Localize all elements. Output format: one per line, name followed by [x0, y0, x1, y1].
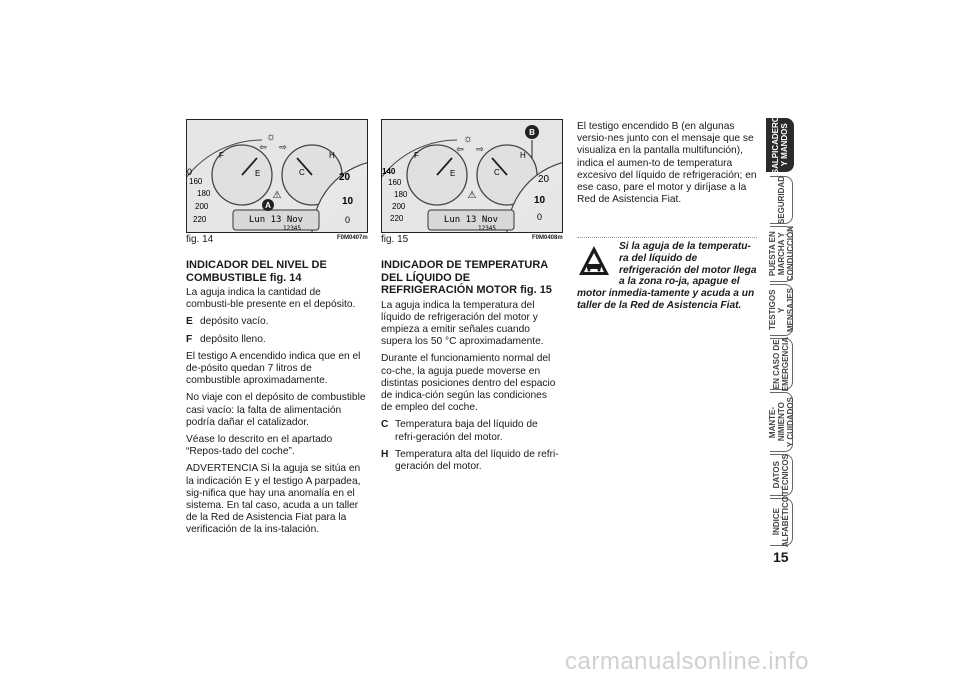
turn-left-icon: ⇦	[259, 142, 267, 152]
definition-row: E depósito vacío.	[186, 316, 269, 328]
rpm-tick: 20	[538, 174, 550, 185]
rpm-tick: 0	[537, 212, 543, 222]
column-warning-light	[577, 121, 757, 211]
warning-box	[577, 241, 757, 312]
warning-triangle-icon: ⚠	[467, 190, 477, 201]
speed-tick: 180	[394, 190, 408, 199]
speed-tick: 180	[197, 189, 211, 198]
column-fuel-gauge	[186, 259, 366, 542]
figure-14-code: F0M0407m	[337, 235, 368, 241]
figure-15-caption: fig. 15	[381, 234, 409, 245]
tab-indice[interactable]: ÍNDICE ALFABÉTICO	[770, 498, 793, 546]
lcd-date: Lun 13 Nov	[443, 215, 499, 225]
tab-testigos[interactable]: TESTIGOS Y MENSAJES	[770, 284, 793, 336]
rpm-tick: 10	[534, 195, 546, 206]
paragraph: La aguja indica la cantidad de combusti-ble presente en el depósito.	[186, 287, 356, 311]
speed-tick: 160	[388, 178, 402, 187]
tab-seguridad[interactable]: SEGURIDAD	[770, 176, 793, 224]
turn-left-icon: ⇦	[456, 144, 464, 154]
tab-datos-tecnicos[interactable]: DATOS TÉCNICOS	[770, 454, 793, 496]
fuel-empty-mark: E	[450, 169, 456, 178]
column-coolant-gauge	[381, 259, 561, 478]
paragraph: La aguja indica la temperatura del líquido de refrigeración del motor y empieza a emitir señales cuando supera los 50 °C aproximadamente.	[381, 299, 544, 348]
paragraph: Durante el funcionamiento normal del co-che, la aguja puede moverse en distintas posiciones dentro del espacio de indica-ción según las condiciones de empleo del coche.	[381, 353, 556, 414]
page-number: 15	[773, 549, 789, 565]
fuel-full-mark: F	[414, 151, 419, 160]
speed-tick: 200	[195, 202, 209, 211]
definition-row: H Temperatura alta del líquido de refri-geración del motor.	[381, 448, 559, 472]
lcd-date: Lun 13 Nov	[248, 215, 304, 225]
definition-row: C Temperatura baja del líquido de refri-geración del motor.	[381, 419, 538, 443]
rpm-tick: 20	[339, 172, 351, 183]
figure-14	[186, 119, 368, 233]
temp-cold-mark: C	[299, 168, 305, 177]
marker-b: B	[529, 128, 535, 137]
dashboard-illustration	[382, 120, 562, 232]
figure-14-caption: fig. 14	[186, 234, 214, 245]
section-heading: INDICADOR DEL NIVEL DE COMBUSTIBLE fig. 14	[186, 259, 327, 284]
speed-tick: 200	[392, 202, 406, 211]
temp-cold-mark: C	[494, 168, 500, 177]
fuel-full-mark: F	[219, 151, 224, 160]
speed-tick: 0	[187, 167, 193, 177]
tab-mantenimiento[interactable]: MANTE- NIMIENTO Y CUIDADOS	[770, 392, 793, 452]
temp-hot-mark: H	[329, 151, 335, 160]
temp-hot-mark: H	[520, 151, 526, 160]
speed-tick: 220	[390, 214, 404, 223]
paragraph: ADVERTENCIA Si la aguja se sitúa en la indicación E y el testigo A parpadea, sig-nifica que hay una anomalía en el sistema. En tal caso, acuda a un taller de la Red de Asistencia Fiat para la verificación de la ins-talación.	[186, 463, 361, 536]
section-heading: INDICADOR DE TEMPERATURA DEL LÍQUIDO DE REFRIGERACIÓN MOTOR fig. 15	[381, 259, 552, 296]
tab-emergencia[interactable]: EN CASO DE EMERGENCIA	[770, 338, 793, 390]
paragraph: El testigo A encendido indica que en el de-pósito quedan 7 litros de combustible aproximadamente.	[186, 350, 361, 387]
turn-right-icon: ⇨	[476, 144, 484, 154]
warning-text: Si la aguja de la temperatu-ra del líquido de refrigeración del motor llega a la zona ro-ja, apague el motor inmedia-tamente y acuda a un taller de la Red de Asistencia Fiat.	[577, 241, 757, 311]
figure-15-code: F0M0408m	[532, 235, 563, 241]
light-icon: ☼	[265, 131, 277, 143]
speed-tick: 220	[193, 215, 207, 224]
rpm-tick: 0	[345, 215, 351, 225]
marker-a: A	[265, 201, 271, 210]
turn-right-icon: ⇨	[279, 142, 287, 152]
lcd-odometer: 12345	[477, 225, 497, 232]
divider	[577, 237, 757, 238]
watermark: carmanualsonline.info	[565, 648, 809, 675]
dashboard-illustration	[187, 120, 367, 232]
paragraph: El testigo encendido B (en algunas versio-nes junto con el mensaje que se visualiza en la pantalla multifunción), indica el aumen-to de temperatura excesivo del líquido de refrigeración; en ese caso, pare el motor y diríjase a la Red de Asistencia Fiat.	[577, 121, 757, 206]
rpm-tick: 10	[342, 196, 354, 207]
paragraph: No viaje con el depósito de combustible casi vacío: la falta de alimentación podría dañar el catalizador.	[186, 392, 366, 428]
lcd-odometer: 12345	[282, 225, 302, 232]
definition-row: F depósito lleno.	[186, 333, 266, 345]
warning-triangle-icon: ⚠	[272, 190, 282, 201]
light-icon: ☼	[462, 133, 474, 145]
warning-triangle-icon	[577, 243, 611, 279]
fuel-empty-mark: E	[255, 169, 261, 178]
speed-tick: 140	[382, 167, 396, 176]
figure-15	[381, 119, 563, 233]
tab-salpicadero[interactable]: SALPICADERO Y MANDOS	[766, 118, 794, 172]
tab-puesta-en-marcha[interactable]: PUESTA EN MARCHA Y CONDUCCIÓN	[767, 226, 795, 282]
speed-tick: 160	[189, 177, 203, 186]
paragraph: Véase lo descrito en el apartado “Repos-tado del coche”.	[186, 434, 333, 458]
